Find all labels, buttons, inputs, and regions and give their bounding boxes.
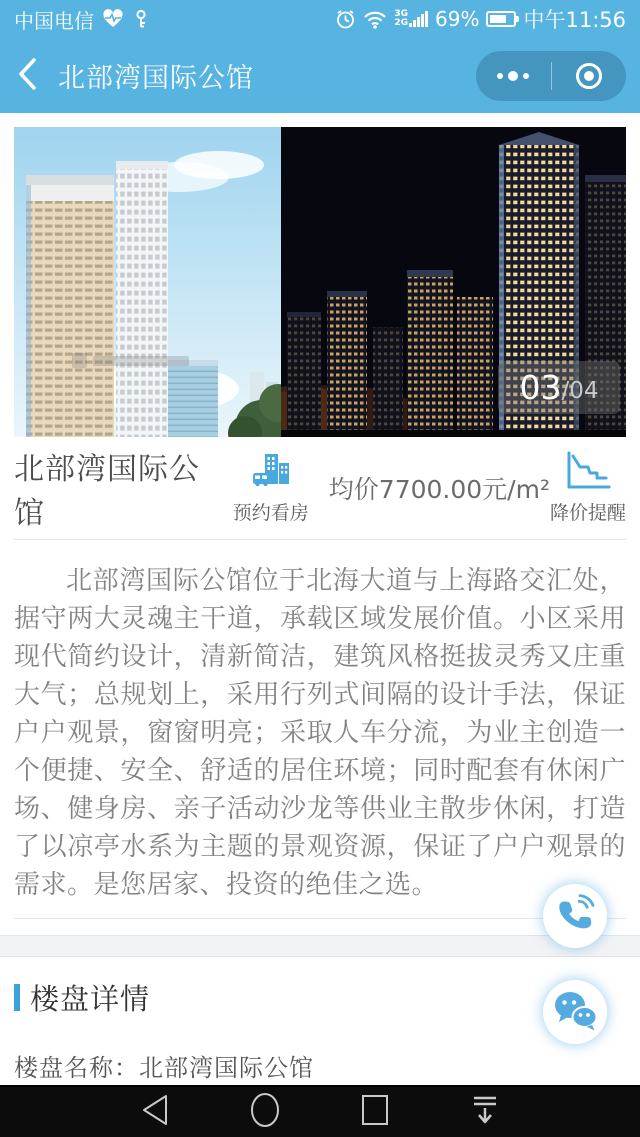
android-recents-button[interactable] bbox=[352, 1089, 398, 1135]
home-circle-icon bbox=[248, 1091, 282, 1133]
details-section-header bbox=[14, 977, 626, 1018]
signal-bars-icon bbox=[394, 10, 428, 28]
price-alert-label: 降价提醒 bbox=[549, 502, 626, 524]
wifi-icon bbox=[363, 10, 387, 29]
appointment-label: 预约看房 bbox=[232, 502, 309, 524]
section-separator bbox=[0, 935, 640, 957]
nav-bar bbox=[0, 38, 640, 113]
battery-icon bbox=[486, 11, 516, 27]
property-name: 北部湾国际公馆 bbox=[14, 452, 200, 531]
price-alert-button[interactable] bbox=[550, 451, 626, 525]
back-triangle-icon bbox=[140, 1093, 170, 1131]
section-accent-bar bbox=[14, 984, 20, 1011]
exit-button[interactable] bbox=[552, 51, 627, 101]
wechat-icon bbox=[552, 989, 598, 1035]
android-navigation-bar bbox=[0, 1085, 640, 1137]
status-left bbox=[14, 5, 150, 34]
price-trend-down-icon bbox=[564, 451, 612, 495]
building-icon bbox=[251, 451, 291, 495]
property-name-row bbox=[14, 1048, 626, 1083]
average-price: 均价7700.00元/m² bbox=[328, 475, 550, 504]
ellipsis-menu-icon bbox=[497, 71, 529, 81]
property-name-value: 北部湾国际公馆 bbox=[139, 1054, 314, 1082]
android-home-button[interactable] bbox=[242, 1089, 288, 1135]
key-icon bbox=[132, 9, 150, 29]
page-title: 北部湾国际公馆 bbox=[58, 63, 254, 94]
appointment-button[interactable] bbox=[233, 451, 309, 525]
miniprogram-capsule bbox=[476, 51, 626, 101]
status-right bbox=[335, 4, 626, 34]
details-section-title: 楼盘详情 bbox=[30, 982, 151, 1016]
wechat-button[interactable] bbox=[543, 980, 607, 1044]
capsule-exit-icon bbox=[576, 63, 602, 89]
network-type-bottom: 2G bbox=[394, 18, 409, 28]
battery-percent: 69% bbox=[435, 7, 480, 31]
network-type-top: 3G bbox=[394, 9, 409, 19]
carousel-page-indicator bbox=[498, 361, 620, 414]
back-button[interactable] bbox=[16, 56, 38, 96]
hide-nav-icon bbox=[469, 1093, 501, 1131]
property-description: 北部湾国际公馆位于北海大道与上海路交汇处，据守两大灵魂主干道，承载区域发展价值。小区采用现代简约设计，清新简洁，建筑风格挺拔灵秀又庄重大气；总规划上，采用行列式间隔的设计手法，保证户户观景，窗窗明亮；采取人车分流，为业主创造一个便捷、安全、舒适的居住环境；同时配套有休闲广场、健身房、亲子活动沙龙等供业主散步休闲，打造了以凉亭水系为主题的景观资源，保证了户户观景的需求。是您居家、投资的绝佳之选。 bbox=[14, 566, 626, 900]
status-bar bbox=[0, 0, 640, 38]
android-back-button[interactable] bbox=[132, 1089, 178, 1135]
carrier-label: 中国电信 bbox=[14, 8, 94, 33]
phone-icon bbox=[553, 892, 597, 940]
photo-carousel[interactable] bbox=[14, 127, 626, 437]
carousel-current-page: 03 bbox=[519, 368, 562, 407]
carousel-total-pages: /04 bbox=[561, 377, 599, 404]
heart-pulse-icon bbox=[102, 9, 124, 29]
back-chevron-icon bbox=[16, 56, 38, 96]
carousel-slide-day bbox=[14, 127, 281, 437]
property-name-label: 楼盘名称： bbox=[14, 1054, 139, 1082]
android-hide-nav-button[interactable] bbox=[462, 1089, 508, 1135]
menu-button[interactable] bbox=[476, 51, 551, 101]
recents-square-icon bbox=[360, 1093, 390, 1131]
property-info-row bbox=[0, 437, 640, 539]
status-time: 中午11:56 bbox=[523, 8, 626, 32]
alarm-clock-icon bbox=[335, 9, 356, 30]
call-button[interactable] bbox=[543, 884, 607, 948]
